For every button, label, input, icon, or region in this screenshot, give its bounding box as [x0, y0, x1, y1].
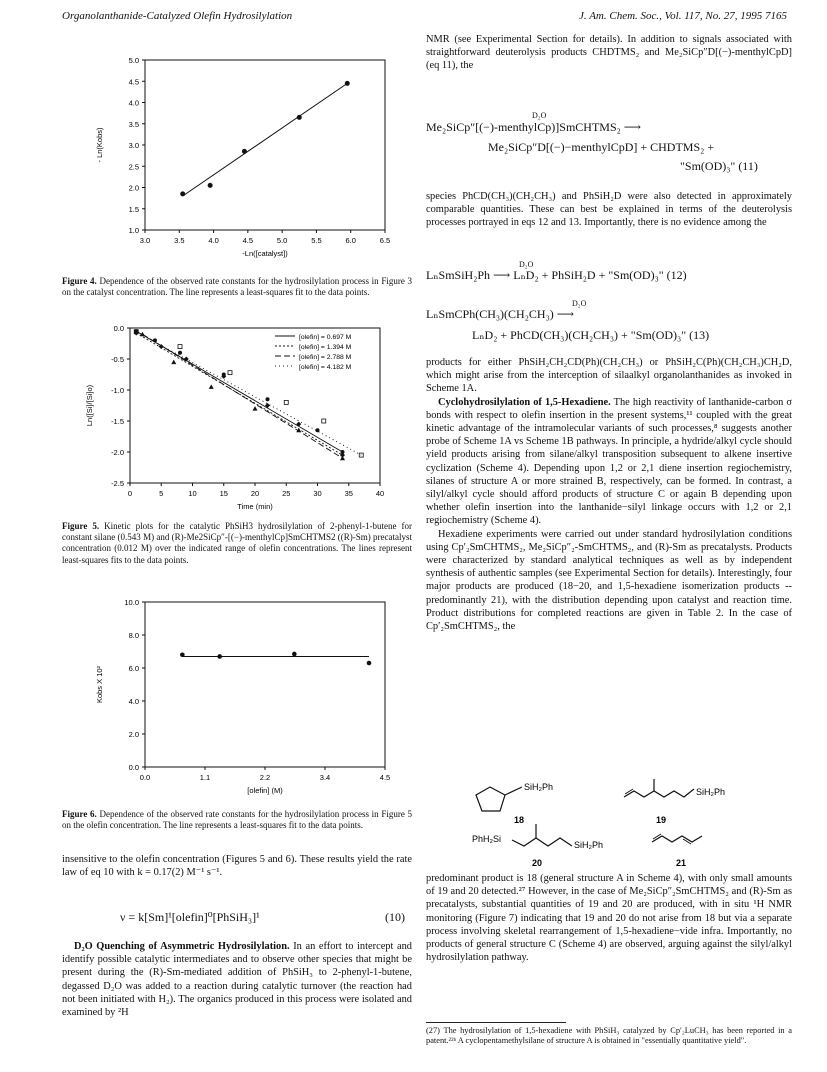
header-title: Organolanthanide-Catalyzed Olefin Hydrosilylation: [62, 10, 293, 22]
y-tick-label: -2.5: [111, 479, 124, 488]
data-point: [217, 654, 222, 659]
y-tick-label: 2.0: [128, 730, 139, 739]
header-journal: J. Am. Chem. Soc., Vol. 117, No. 27, 1995 7165: [579, 10, 787, 22]
s19-label: 19: [656, 815, 667, 825]
s20-group-left: PhH₂Si: [472, 834, 502, 844]
figure-4-label: Figure 4.: [62, 276, 97, 286]
series-point: [266, 397, 270, 401]
data-point: [180, 653, 185, 658]
y-tick-label: 8.0: [128, 631, 139, 640]
y-tick-label: 1.0: [128, 226, 139, 235]
y-axis-label: Ln([Si]/[Si]o): [85, 384, 94, 427]
equation-10-number: (10): [385, 910, 405, 924]
y-tick-label: 0.0: [128, 763, 139, 772]
plot-frame: [145, 602, 385, 767]
equation-11-line-2: Me₂SiCp″D[(−)−menthylCpD] + CHDTMS₂ +: [488, 140, 715, 154]
y-tick-label: 4.5: [128, 77, 139, 87]
y-tick-label: 2.0: [128, 183, 139, 193]
x-axis-label: -Ln([catalyst]): [242, 249, 288, 258]
x-tick-label: 15: [219, 489, 228, 498]
right-paragraph-1: NMR (see Experimental Section for details). In addition to signals associated with straightforward deuterolysis products CHDTMS₂ and Me₂SiCp″D[(−)-menthylCpD] (eq 11), the: [426, 34, 792, 72]
y-tick-label: -1.0: [111, 386, 124, 395]
equation-11-line-3: "Sm(OD)₃" (11): [680, 159, 758, 173]
x-axis-label: Time (min): [237, 502, 273, 511]
y-axis-label: Kobs X 10²: [95, 665, 104, 704]
figure-5-caption-text: Kinetic plots for the catalytic PhSiH3 hydrosilylation of 2-phenyl-1-butene for constant silane (0.543 M) and (R)-Me2SiCp″-[(−)-menthylCp]SmCHTMS2 ((R)-Sm) precatalyst concentration (0.012 M) over the indicated range of olefin concentrations. The lines represent least-squares fits to the data points.: [62, 521, 412, 565]
x-tick-label: 1.1: [199, 773, 211, 782]
cyclohydrosilylation-heading: Cyclohydrosilylation of 1,5-Hexadiene.: [438, 396, 611, 408]
s19-group: SiH₂Ph: [696, 787, 726, 797]
s18-group: SiH₂Ph: [524, 782, 554, 792]
y-tick-label: 4.0: [128, 98, 139, 108]
y-tick-label: 10.0: [124, 598, 139, 607]
x-tick-label: 5: [159, 489, 164, 498]
x-tick-label: 10: [188, 489, 197, 498]
y-tick-label: -0.5: [111, 355, 124, 364]
legend-entry: [olefin] = 1.394 M: [299, 344, 352, 351]
figure-6-caption: [62, 809, 412, 831]
x-tick-label: 4.5: [242, 236, 254, 245]
y-tick-label: 3.5: [128, 119, 139, 129]
y-tick-label: 2.5: [128, 162, 139, 172]
y-tick-label: -1.5: [111, 417, 124, 426]
s20-label: 20: [532, 858, 543, 868]
legend-entry: [olefin] = 0.697 M: [299, 334, 352, 341]
data-point: [292, 652, 297, 657]
data-point: [345, 81, 350, 86]
series-point: [253, 406, 258, 411]
equation-13-line-1: LₙSmCPh(CH₃)(CH₂CH₃) ⟶: [426, 307, 574, 321]
x-axis-label: [olefin] (M): [247, 786, 283, 795]
figure-5-chart: [80, 322, 400, 522]
s18-label: 18: [514, 815, 525, 825]
s21-label: 21: [676, 858, 687, 868]
x-tick-label: 2.2: [259, 773, 271, 782]
right-paragraph-6: predominant product is 18 (general structure A in Scheme 4), with only small amounts of 19 and 20 detected.²⁷ However, in the case of Me₂SiCp″₂SmCHTMS₂ and (R)-Sm as precatalysts, substantial quantities of 19 and 20 are produced, with in situ ¹H NMR monitoring (Figure 7) indicating that 19 and 20 do not arise from 18 but via a separate process involving skeletal rearrangement of 1,5-hexadiene−vide infra. Importantly, no products of general structure C (Scheme 4) are observed, arguing against the silyl/alkyl hydrosilylation pathway.: [426, 873, 792, 964]
equation-12: LₙSmSiH₂Ph ⟶ LₙD₂ + PhSiH₂D + "Sm(OD)₃" (12): [426, 268, 687, 282]
y-tick-label: 5.0: [128, 56, 139, 65]
eq12-reagent: D₂O: [519, 260, 534, 269]
x-tick-label: 0.0: [139, 773, 151, 782]
s20-group-right: SiH₂Ph: [574, 840, 604, 850]
y-tick-label: 0.0: [113, 324, 124, 333]
footnote-27: (27) The hydrosilylation of 1,5-hexadiene with PhSiH₃ catalyzed by Cp′₂LuCH₃ has been reported in a patent.²²ᵇ A cyclopentamethylsilane of structure A is obtained in "essentially quantitative yield".: [426, 1026, 792, 1045]
right-paragraph-2: species PhCD(CH₃)(CH₂CH₃) and PhSiH₂D were also detected in approximately comparable quantities. These can best be explained in terms of the deuterolysis processes portrayed in eqs 12 and 13. Importantly, there is no evidence among the: [426, 191, 792, 229]
figure-6-chart: [90, 597, 400, 812]
figure-5-caption: [62, 521, 412, 566]
structure-20: [470, 820, 640, 875]
data-point: [180, 191, 185, 196]
y-tick-label: -2.0: [111, 448, 124, 457]
right-paragraph-3: products for either PhSiH₂CH₂CD(Ph)(CH₂CH₃) or PhSiH₂C(Ph)(CH₂CH₃)CH₂D, which might arise from the interception of silaalkyl organolanthanides as invoked in Scheme 1A. Cyclohydrosilylation of 1,5-Hexadiene. The high reactivity of lanthanide-carbon σ bonds with respect to olefin insertion in the present systems,¹¹ coupled with the great kinetic advantage of the intramolecular variants of such processes,⁸ suggests another probe of Scheme 1A vs Scheme 1B pathways. In principle, a hydride/alkyl cycle should yield products arising from silane/alkyl transposition subsequent to alkene insertive cyclization (Scheme 4). Depending upon 1,2 or 2,1 diene insertion regiochemistry, silanes of structure A or more strained B, respectively, can be formed. In contrast, a silyl/alkyl cycle should afford products of structure C or again B depending upon whether olefin insertion into the lanthanide−silyl linkage occurs with 1,2 or 2,1 regiochemistry (Scheme 4). Hexadiene experiments were carried out under standard hydrosilylation conditions using Cp′₂SmCHTMS₂, Me₂SiCp″₂-SmCHTMS₂, and (R)-Sm as precatalysts. Products were characterized by standard analytical techniques as well as by independent synthesis of authentic samples (see Experimental Section for details). Interestingly, four major products are produced (18−20, and 1,5-hexadiene isomerization products -- predominantly 21), with the distribution depending upon catalyst and reaction time. Product distributions for completed reactions are given in Table 2. In the case of Cp′₂SmCHTMS₂, the: [426, 357, 792, 633]
x-tick-label: 0: [127, 489, 133, 498]
x-tick-label: 5.5: [311, 236, 322, 245]
figure-6-caption-text: Dependence of the observed rate constants for the hydrosilylation process in Figure 5 on the olefin concentration. The line represents a least-squares fit to the data points.: [62, 809, 412, 831]
data-point: [208, 183, 213, 188]
y-tick-label: 1.5: [128, 204, 139, 214]
series-point: [284, 400, 288, 404]
x-tick-label: 40: [375, 489, 385, 498]
equation-13-line-2: LₙD₂ + PhCD(CH₃)(CH₂CH₃) + "Sm(OD)₃" (13): [472, 328, 710, 342]
legend-entry: [olefin] = 2.788 M: [299, 354, 352, 361]
x-tick-label: 30: [313, 489, 322, 498]
y-tick-label: 4.0: [128, 697, 139, 706]
series-point: [171, 360, 176, 365]
running-header: [62, 10, 787, 26]
x-tick-label: 25: [282, 489, 291, 498]
x-tick-label: 5.0: [276, 236, 288, 245]
figure-4-caption-text: Dependence of the observed rate constants for the hydrosilylation process in Figure 3 on the catalyst concentration. The line represents a least-squares fit to the data points.: [62, 276, 412, 298]
figure-5-label: Figure 5.: [62, 521, 100, 531]
data-point: [242, 149, 247, 154]
footnote-rule: [426, 1022, 566, 1023]
x-tick-label: 3.4: [319, 773, 331, 782]
structure-21: [648, 820, 728, 875]
x-tick-label: 6.5: [379, 236, 391, 245]
equation-10: ν = k[Sm]¹[olefin]⁰[PhSiH₃]¹: [120, 910, 260, 924]
eq13-reagent: D₂O: [572, 299, 587, 308]
figure-4-caption: [62, 276, 412, 298]
fit-line: [183, 83, 348, 196]
eq11-reagent: D₂O: [532, 111, 547, 120]
series-point: [178, 345, 182, 349]
x-tick-label: 3.5: [174, 236, 185, 245]
x-tick-label: 4.0: [208, 236, 219, 245]
data-point: [367, 661, 372, 666]
legend-entry: [olefin] = 4.182 M: [299, 364, 352, 371]
series-point: [322, 419, 326, 423]
x-tick-label: 6.0: [345, 236, 356, 245]
series-point: [178, 351, 182, 355]
figure-6-label: Figure 6.: [62, 809, 97, 819]
left-paragraph-1: insensitive to the olefin concentration (Figures 5 and 6). These results yield the rate law of eq 10 with k = 0.17(2) M⁻¹ s⁻¹.: [62, 854, 412, 879]
left-paragraph-2: D₂O Quenching of Asymmetric Hydrosilylation. In an effort to intercept and identify possible catalytic intermediates and to observe other species that might be present during the (R)-Sm-mediated addition of PhSiH₃ to 2-phenyl-1-butene, degassed D₂O was added to a reaction during catalytic turnover (the reaction had not been initiated with H₂). The organics produced in this process were isolated and examined by ²H: [62, 941, 412, 1019]
x-tick-label: 35: [344, 489, 353, 498]
y-axis-label: - Ln(Kobs): [95, 127, 104, 163]
y-tick-label: 3.0: [128, 141, 139, 150]
data-point: [297, 115, 302, 120]
figure-4-chart: [90, 55, 400, 275]
d2o-heading: D₂O Quenching of Asymmetric Hydrosilylation.: [74, 941, 290, 952]
series-point: [228, 371, 232, 375]
x-tick-label: 20: [250, 489, 260, 498]
series-point: [340, 456, 345, 461]
x-tick-label: 3.0: [139, 236, 151, 245]
plot-frame: [145, 60, 385, 230]
equation-11-line-1: Me₂SiCp″[(−)-menthylCp)]SmCHTMS₂ ⟶: [426, 120, 642, 134]
x-tick-label: 4.5: [379, 773, 391, 782]
y-tick-label: 6.0: [128, 664, 139, 673]
series-point: [209, 384, 214, 389]
